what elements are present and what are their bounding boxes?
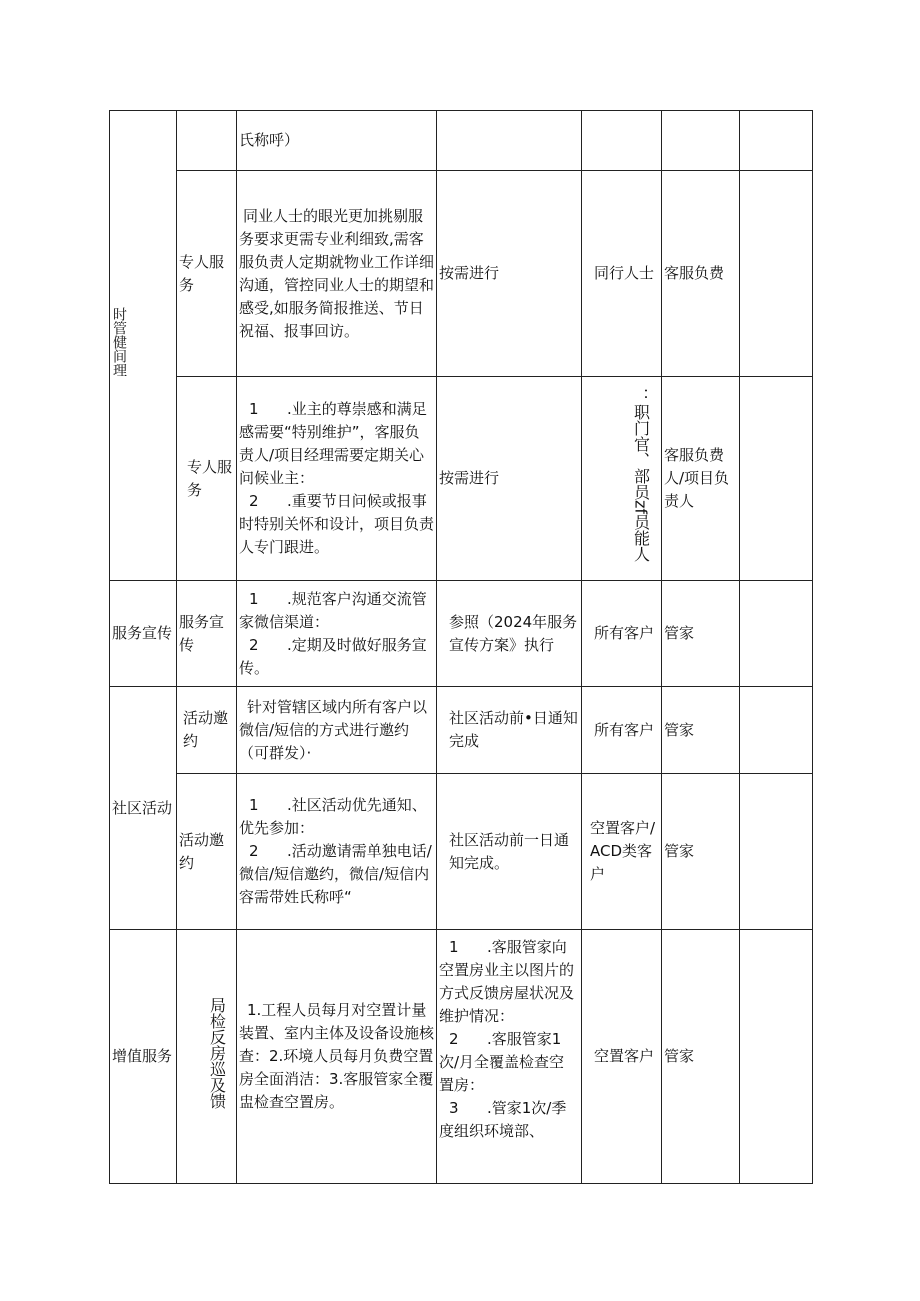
responsible-text: 客服负费 bbox=[664, 264, 725, 282]
target-text: ：职门官、部员zf员能人 bbox=[631, 387, 651, 563]
content-cell bbox=[237, 930, 437, 1184]
responsible-text: 管家 bbox=[664, 624, 695, 642]
responsible-text: 管家 bbox=[664, 842, 695, 860]
category-cell bbox=[110, 111, 177, 581]
content-list-item: 1 .业主的尊崇感和满足感需要“特别维护”，客服负责人/项目经理需要定期关心问候业主： bbox=[239, 400, 427, 487]
frequency-text: 按需进行 bbox=[439, 469, 500, 487]
item-label: 服务宣传 bbox=[179, 612, 225, 654]
responsible-cell bbox=[662, 171, 740, 377]
frequency-list-item: 3 .管家1次/季度组织环境部、 bbox=[439, 1099, 567, 1140]
frequency-cell bbox=[437, 930, 582, 1184]
item-label: 活动邀约 bbox=[179, 830, 225, 872]
responsible-cell bbox=[662, 687, 740, 774]
table-row bbox=[110, 687, 813, 774]
frequency-list-item: 1 .客服管家向空置房业主以图片的方式反馈房屋状况及维护情况： bbox=[439, 938, 575, 1025]
category-cell bbox=[110, 930, 177, 1184]
target-cell bbox=[582, 377, 662, 581]
frequency-cell bbox=[437, 171, 582, 377]
empty-cell bbox=[740, 774, 813, 930]
frequency-cell bbox=[437, 774, 582, 930]
target-text: 所有客户 bbox=[594, 624, 655, 642]
frequency-list-item: 2 .客服管家1次/月全覆盖检查空置房： bbox=[439, 1030, 565, 1094]
content-cell bbox=[237, 111, 437, 171]
table-row bbox=[110, 171, 813, 377]
content-text: 氏称呼） bbox=[239, 131, 300, 149]
content-list-item: 2 .活动邀请需单独电话/微信/短信邀约，微信/短信内容需带姓氏称呼“ bbox=[239, 842, 432, 906]
item-cell bbox=[177, 111, 237, 171]
content-list-item: 1 .规范客户沟通交流管家微信渠道： bbox=[239, 589, 427, 631]
empty-cell bbox=[740, 111, 813, 171]
content-list-item: 2 .重要节日问候或报事时特别关怀和设计，项目负责人专门跟进。 bbox=[239, 492, 435, 556]
responsible-cell bbox=[662, 581, 740, 687]
responsible-text: 管家 bbox=[664, 720, 695, 739]
content-text: 同业人士的眼光更加挑剔服务要求更需专业利细致,需客服负责人定期就物业工作详细沟通，管控同业人士的期望和感受,如服务简报推送、节日祝福、报事回访。 bbox=[239, 206, 435, 340]
empty-cell bbox=[740, 171, 813, 377]
item-label: 活动邀约 bbox=[183, 709, 229, 750]
target-text: 空置客户/ACD类客户 bbox=[590, 819, 656, 883]
empty-cell bbox=[740, 581, 813, 687]
responsible-text: 客服负费人/项目负责人 bbox=[664, 446, 730, 510]
table-row bbox=[110, 581, 813, 687]
item-cell bbox=[177, 774, 237, 930]
table-row bbox=[110, 774, 813, 930]
target-cell bbox=[582, 774, 662, 930]
target-cell bbox=[582, 171, 662, 377]
item-cell bbox=[177, 687, 237, 774]
content-text: 1.工程人员每月对空置计量装置、室内主体及设备设施核查：2.环境人员每月负费空置房全面消洁：3.客服管家全覆盅检查空置房。 bbox=[239, 1001, 435, 1111]
content-cell bbox=[237, 687, 437, 774]
responsible-cell bbox=[662, 930, 740, 1184]
target-cell bbox=[582, 687, 662, 774]
frequency-cell bbox=[437, 377, 582, 581]
target-cell bbox=[582, 111, 662, 171]
content-cell bbox=[237, 581, 437, 687]
frequency-cell bbox=[437, 111, 582, 171]
item-cell bbox=[177, 930, 237, 1184]
responsible-cell bbox=[662, 111, 740, 171]
target-text: 空置客户 bbox=[594, 1047, 655, 1065]
item-label: 专人服务 bbox=[179, 252, 225, 294]
content-list-item: 1 .社区活动优先通知、优先参加： bbox=[239, 796, 427, 837]
content-cell bbox=[237, 774, 437, 930]
responsible-cell bbox=[662, 377, 740, 581]
service-table bbox=[109, 110, 813, 1184]
frequency-text: 按需进行 bbox=[439, 264, 500, 282]
content-list-item: 2 .定期及时做好服务宣传。 bbox=[239, 635, 427, 677]
target-cell bbox=[582, 930, 662, 1184]
category-label: 服务宣传 bbox=[112, 624, 173, 642]
responsible-text: 管家 bbox=[664, 1047, 695, 1065]
table-row bbox=[110, 377, 813, 581]
category-cell bbox=[110, 581, 177, 687]
category-label: 增值服务 bbox=[112, 1047, 173, 1065]
target-text: 所有客户 bbox=[594, 720, 655, 739]
content-cell bbox=[237, 171, 437, 377]
frequency-text: 社区活动前一日通知完成。 bbox=[449, 830, 570, 872]
item-cell bbox=[177, 581, 237, 687]
category-cell bbox=[110, 687, 177, 930]
target-cell bbox=[582, 581, 662, 687]
item-label: 局检反房巡及馈 bbox=[207, 997, 227, 1109]
empty-cell bbox=[740, 687, 813, 774]
content-text: 针对管辖区域内所有客户以微信/短信的方式进行邀约（可群发）· bbox=[239, 697, 428, 762]
target-text: 同行人士 bbox=[594, 264, 655, 282]
item-cell bbox=[177, 377, 237, 581]
table-row bbox=[110, 930, 813, 1184]
table-row bbox=[110, 111, 813, 171]
empty-cell bbox=[740, 930, 813, 1184]
frequency-cell bbox=[437, 687, 582, 774]
item-label: 专人服务 bbox=[187, 457, 233, 499]
item-cell bbox=[177, 171, 237, 377]
frequency-text: 社区活动前•日通知完成 bbox=[449, 709, 578, 750]
responsible-cell bbox=[662, 774, 740, 930]
frequency-text: 参照（2024年服务宣传方案》执行 bbox=[449, 612, 578, 654]
category-label: 社区活动 bbox=[112, 798, 173, 817]
empty-cell bbox=[740, 377, 813, 581]
frequency-cell bbox=[437, 581, 582, 687]
content-cell bbox=[237, 377, 437, 581]
category-label: 时管健间理 bbox=[111, 307, 127, 377]
